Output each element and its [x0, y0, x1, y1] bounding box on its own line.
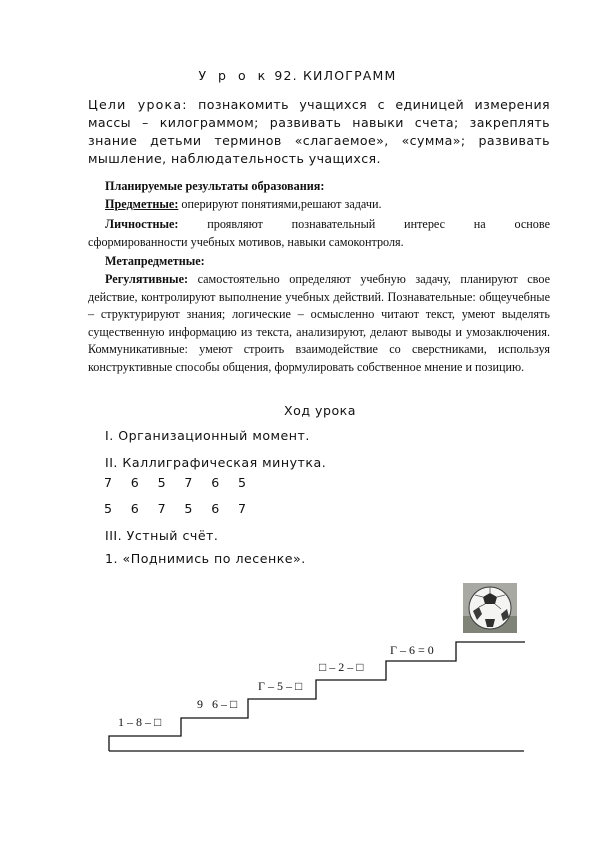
digit: 6 — [130, 475, 139, 490]
digit: 5 — [104, 501, 113, 516]
digit: 5 — [237, 475, 246, 490]
digit: 7 — [104, 475, 113, 490]
lesson-title-text: 92. КИЛОГРАММ — [274, 68, 397, 83]
metasubject-label: Метапредметные: — [105, 254, 205, 268]
stair-step-4: □ – 2 – □ — [319, 660, 364, 674]
personal-label: Личностные: — [105, 217, 179, 231]
subject-text: оперируют понятиями,решают задачи. — [178, 197, 382, 211]
digit: 6 — [211, 501, 220, 516]
digit: 6 — [130, 501, 139, 516]
digit: 5 — [184, 501, 193, 516]
section-oral-counting: III. Устный счёт. — [105, 528, 219, 543]
digit: 5 — [157, 475, 166, 490]
stair-step-3: Г – 5 – □ — [258, 679, 303, 693]
regulatory-text: самостоятельно определяют учебную задачу, планируют свое действие, контролируют выполнение учебных действий. Познавательные: общеучебные – структурируют знания; логические – осмысленно читают текст, умеют выделять существенную информацию из текста, анализируют, делают выводы и умозаключения. Коммуникативные: умеют строить взаимодействие со сверстниками, используя конструктивные способы общения, формулировать собственное мнение и позицию. — [88, 272, 550, 374]
digit: 7 — [237, 501, 246, 516]
stair-step-5: Г – 6 = 0 — [390, 643, 434, 657]
section-organizational: I. Организационный момент. — [105, 428, 310, 443]
subject-label: Предметные: — [105, 197, 179, 211]
regulatory-label: Регулятивные: — [105, 272, 189, 286]
task-climb-the-ladder: 1. «Поднимись по лесенке». — [105, 551, 306, 566]
digit: 7 — [184, 475, 193, 490]
stair-step-2: 9 6 – □ — [197, 697, 238, 711]
section-calligraphy: II. Каллиграфическая минутка. — [105, 455, 327, 470]
personal-text-1: проявляют познавательный интерес на основе — [178, 217, 550, 231]
digit: 6 — [211, 475, 220, 490]
planned-results-title-text: Планируемые результаты образования: — [105, 179, 325, 193]
lesson-title-prefix: У р о к — [198, 68, 270, 83]
goals-text: познакомить учащихся с единицей измерения массы – килограммом; развивать навыки счета; закреплять знание детьми терминов «слагаемое», «сумма»; развивать мышление, наблюдательность учащихся. — [88, 97, 550, 166]
goals-label: Цели урока: — [88, 97, 188, 112]
lesson-course-heading: Ход урока — [283, 403, 357, 418]
staircase-steps-line — [109, 642, 525, 751]
digit: 7 — [157, 501, 166, 516]
stair-step-1: 1 – 8 – □ — [118, 715, 162, 729]
personal-text-2: сформированности учебных мотивов, навыки самоконтроля. — [88, 234, 404, 249]
